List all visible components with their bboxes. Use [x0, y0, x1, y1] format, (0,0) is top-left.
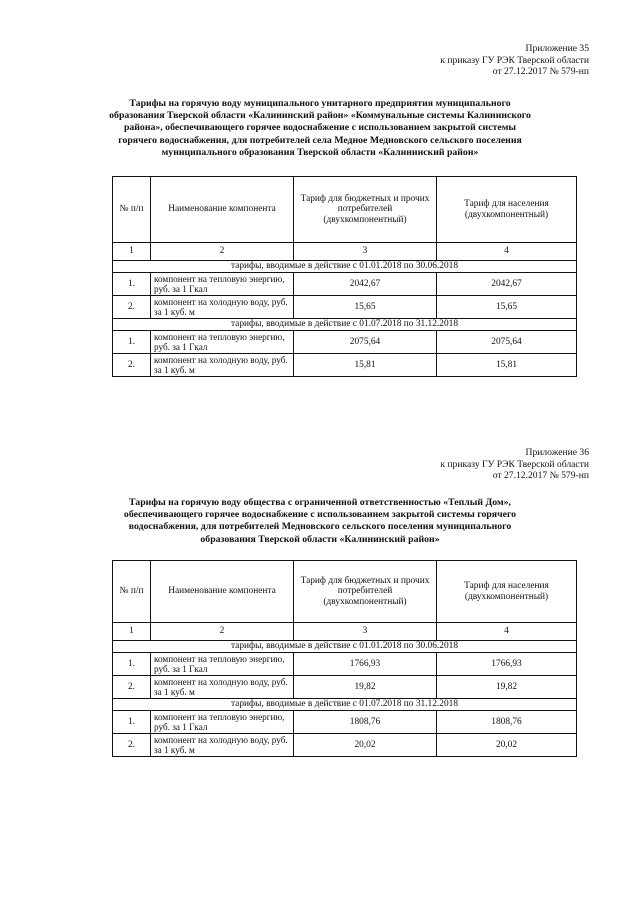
- table-row: [113, 734, 577, 757]
- row-population-value: 20,02: [437, 734, 577, 757]
- table-row: [113, 653, 577, 676]
- title-line: Тарифы на горячую воду общества с ограниченной ответственностью «Теплый Дом»,: [129, 497, 511, 508]
- header-budget-tariff: Тариф для бюджетных и прочих потребителей (двухкомпонентный): [294, 177, 437, 243]
- row-population-value: 2075,64: [437, 331, 577, 354]
- header-component: Наименование компонента: [151, 177, 294, 243]
- title-line: района», обеспечивающего горячее водоснабжение с использованием закрытой системы: [123, 122, 517, 134]
- appendix-35-title: [104, 98, 536, 159]
- row-number: 1.: [113, 273, 151, 296]
- table-row: [113, 331, 577, 354]
- row-number: 1.: [113, 331, 151, 354]
- title-line: образования Тверской области «Калининский район» «Коммунальные системы Калининского: [109, 110, 531, 122]
- table-row: [113, 676, 577, 699]
- column-number: 1: [113, 243, 151, 261]
- row-number: 2.: [113, 676, 151, 699]
- period-label: тарифы, вводимые в действие с 01.07.2018 по 31.12.2018: [113, 319, 577, 331]
- period-label: тарифы, вводимые в действие с 01.01.2018 по 30.06.2018: [113, 261, 577, 273]
- row-budget-value: 19,82: [294, 676, 437, 699]
- row-budget-value: 2075,64: [294, 331, 437, 354]
- header-number: № п/п: [113, 177, 151, 243]
- row-population-value: 19,82: [437, 676, 577, 699]
- column-number: 3: [294, 623, 437, 641]
- column-number-row: [113, 243, 577, 261]
- header-budget-tariff: Тариф для бюджетных и прочих потребителей (двухкомпонентный): [294, 561, 437, 623]
- tariff-table-36: [112, 560, 577, 757]
- row-number: 2.: [113, 354, 151, 377]
- row-number: 1.: [113, 653, 151, 676]
- period-row: [113, 641, 577, 653]
- title-line: Тарифы на горячую воду муниципального унитарного предприятия муниципального: [129, 98, 511, 109]
- appendix-number: Приложение 36: [525, 447, 589, 458]
- title-line: муниципального образования Тверской области «Калининский район»: [161, 146, 479, 158]
- title-line: обеспечивающего горячее водоснабжение с использованием закрытой системы горячего: [123, 509, 517, 521]
- period-label: тарифы, вводимые в действие с 01.07.2018 по 31.12.2018: [113, 699, 577, 711]
- order-reference: к приказу ГУ РЭК Тверской области: [440, 54, 589, 66]
- header-population-tariff: Тариф для населения (двухкомпонентный): [437, 177, 577, 243]
- period-row: [113, 261, 577, 273]
- column-number: 4: [437, 623, 577, 641]
- order-date: от 27.12.2017 № 579-нп: [492, 66, 589, 78]
- appendix-35-header: [440, 43, 589, 78]
- appendix-36-title: [104, 497, 536, 546]
- row-component: компонент на тепловую энергию, руб. за 1 Гкал: [151, 711, 294, 734]
- row-budget-value: 15,81: [294, 354, 437, 377]
- row-budget-value: 15,65: [294, 296, 437, 319]
- header-row: [113, 561, 577, 623]
- column-number: 2: [151, 243, 294, 261]
- row-population-value: 15,81: [437, 354, 577, 377]
- row-component: компонент на холодную воду, руб. за 1 куб. м: [151, 296, 294, 319]
- order-reference: к приказу ГУ РЭК Тверской области: [440, 458, 589, 470]
- tariff-table-35: [112, 176, 577, 377]
- row-population-value: 1808,76: [437, 711, 577, 734]
- row-component: компонент на холодную воду, руб. за 1 куб. м: [151, 734, 294, 757]
- row-budget-value: 1766,93: [294, 653, 437, 676]
- header-component: Наименование компонента: [151, 561, 294, 623]
- table-row: [113, 711, 577, 734]
- column-number-row: [113, 623, 577, 641]
- header-row: [113, 177, 577, 243]
- table-row: [113, 296, 577, 319]
- title-line: горячего водоснабжения, для потребителей села Медное Медновского сельского поселения: [118, 134, 522, 146]
- row-component: компонент на тепловую энергию, руб. за 1 Гкал: [151, 653, 294, 676]
- row-population-value: 15,65: [437, 296, 577, 319]
- column-number: 1: [113, 623, 151, 641]
- period-row: [113, 319, 577, 331]
- row-number: 2.: [113, 296, 151, 319]
- column-number: 4: [437, 243, 577, 261]
- table-row: [113, 273, 577, 296]
- header-number: № п/п: [113, 561, 151, 623]
- row-number: 2.: [113, 734, 151, 757]
- row-component: компонент на холодную воду, руб. за 1 куб. м: [151, 676, 294, 699]
- row-component: компонент на тепловую энергию, руб. за 1 Гкал: [151, 273, 294, 296]
- order-date: от 27.12.2017 № 579-нп: [492, 470, 589, 482]
- row-budget-value: 20,02: [294, 734, 437, 757]
- row-budget-value: 1808,76: [294, 711, 437, 734]
- row-component: компонент на тепловую энергию, руб. за 1 Гкал: [151, 331, 294, 354]
- row-number: 1.: [113, 711, 151, 734]
- row-population-value: 1766,93: [437, 653, 577, 676]
- appendix-36-header: [440, 447, 589, 482]
- title-line: водоснабжения, для потребителей Медновского сельского поселения муниципального: [128, 521, 512, 533]
- appendix-number: Приложение 35: [525, 43, 589, 54]
- table-row: [113, 354, 577, 377]
- row-budget-value: 2042,67: [294, 273, 437, 296]
- period-row: [113, 699, 577, 711]
- row-component: компонент на холодную воду, руб. за 1 куб. м: [151, 354, 294, 377]
- row-population-value: 2042,67: [437, 273, 577, 296]
- period-label: тарифы, вводимые в действие с 01.01.2018 по 30.06.2018: [113, 641, 577, 653]
- column-number: 2: [151, 623, 294, 641]
- header-population-tariff: Тариф для населения (двухкомпонентный): [437, 561, 577, 623]
- title-line: образования Тверской области «Калининский район»: [200, 533, 440, 545]
- column-number: 3: [294, 243, 437, 261]
